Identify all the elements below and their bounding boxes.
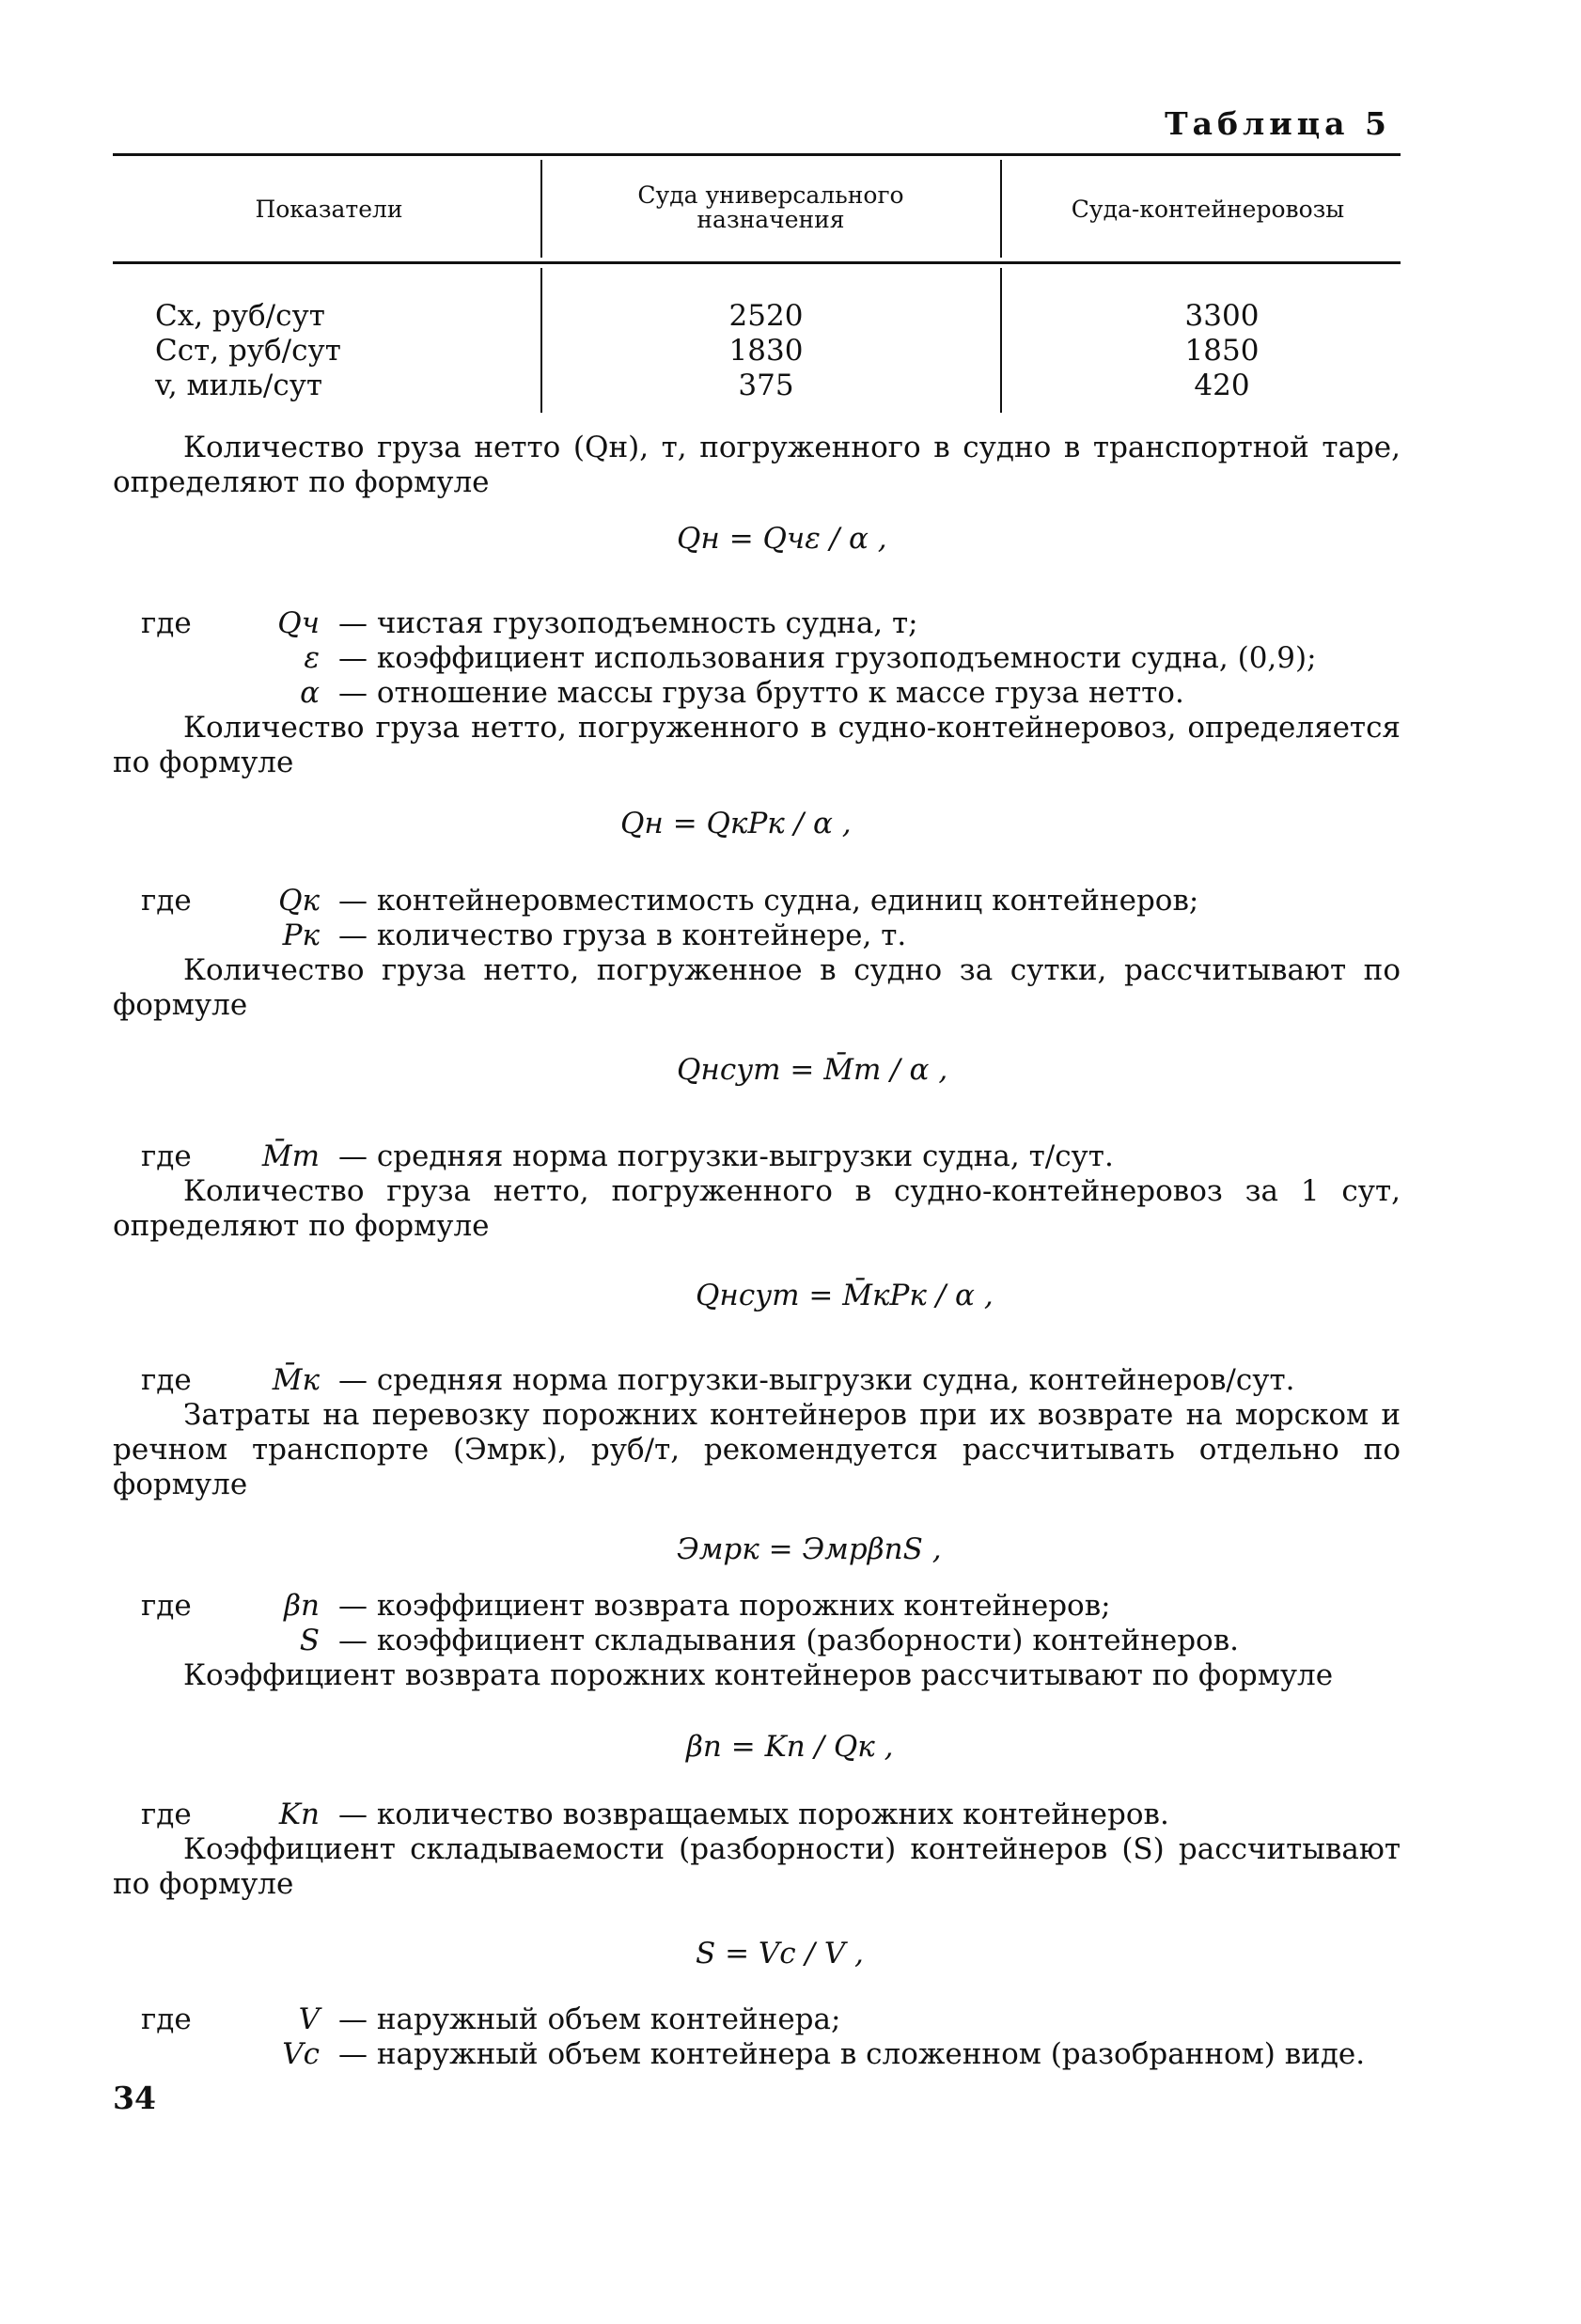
table-cell: 2520 <box>728 299 804 333</box>
where-label: где <box>141 884 192 918</box>
paragraph: Коэффициент возврата порожних контейнеров рассчитывают по формуле <box>183 1658 1334 1692</box>
where-label: где <box>141 606 192 640</box>
paragraph: Затраты на перевозку порожних контейнеров при их возврате на морском и речном транспорте (Эмрк), руб/т, рекомендуется рассчитывать отдельно по формуле <box>113 1398 1401 1501</box>
definition-text: — коэффициент возврата порожних контейнеров; <box>338 1589 1111 1623</box>
table-header-rule <box>113 261 1401 264</box>
definition-text: — контейнеровместимость судна, единиц контейнеров; <box>338 884 1199 918</box>
table-cell: 3300 <box>1184 299 1260 333</box>
definition-text: — наружный объем контейнера; <box>338 2002 841 2036</box>
definitions <box>141 2002 1401 2072</box>
table-cell: 375 <box>738 369 794 402</box>
formula: Qнсут = M̄кPк / α , <box>696 1279 994 1312</box>
definition-text: — коэффициент складывания (разборности) контейнеров. <box>338 1624 1240 1657</box>
formula: S = Vc / V , <box>696 1937 864 1971</box>
table-cell: 1850 <box>1184 334 1260 368</box>
table-col-divider <box>1000 268 1002 413</box>
definitions <box>141 1363 1401 1398</box>
definitions <box>141 884 1401 953</box>
where-label: где <box>141 1139 192 1173</box>
table-col-divider <box>1000 160 1002 258</box>
symbol: βп <box>284 1589 320 1623</box>
page-number: 34 <box>113 2080 156 2116</box>
where-label: где <box>141 1363 192 1397</box>
paragraph: Количество груза нетто, погруженного в судно-контейнеровоз за 1 сут, определяют по формуле <box>113 1174 1401 1243</box>
definition-text: — отношение массы груза брутто к массе груза нетто. <box>338 676 1184 710</box>
symbol: Vc <box>282 2037 320 2071</box>
where-label: где <box>141 1589 192 1623</box>
table-header-indicators: Показатели <box>255 196 403 223</box>
symbol: α <box>300 676 320 710</box>
definition-text: — количество возвращаемых порожних контейнеров. <box>338 1798 1169 1831</box>
formula: Эмрк = ЭмрβпS , <box>677 1532 942 1566</box>
table-row-label: Cст, руб/сут <box>155 334 341 368</box>
symbol: Pк <box>282 919 320 952</box>
table-cell: 1830 <box>728 334 804 368</box>
symbol: Qч <box>277 606 320 640</box>
definition-text: — средняя норма погрузки-выгрузки судна, т/сут. <box>338 1139 1114 1173</box>
symbol: V <box>298 2002 320 2036</box>
paragraph: Количество груза нетто, погруженного в судно-контейнеровоз, определяется по формуле <box>113 711 1401 779</box>
definitions <box>141 606 1401 711</box>
definition-text: — наружный объем контейнера в сложенном (разобранном) виде. <box>338 2037 1366 2071</box>
table-col-divider <box>540 268 542 413</box>
table-row-label: Cх, руб/сут <box>155 299 325 333</box>
table-header-universal: Суда универсального назначения <box>637 181 904 233</box>
definition-text: — коэффициент использования грузоподъемности судна, (0,9); <box>338 641 1317 675</box>
paragraph: Коэффициент складываемости (разборности) контейнеров (S) рассчитывают по формуле <box>113 1832 1401 1901</box>
definitions <box>141 1139 1401 1174</box>
definition-text: — чистая грузоподъемность судна, т; <box>338 606 918 640</box>
definitions <box>141 1798 1401 1832</box>
table-header-container: Суда-контейнеровозы <box>1071 196 1345 223</box>
definition-text: — средняя норма погрузки-выгрузки судна, контейнеров/сут. <box>338 1363 1295 1397</box>
formula: Qн = Qчε / α , <box>677 522 887 556</box>
formula: βп = Kп / Qк , <box>686 1730 894 1764</box>
table-row-label: v, миль/сут <box>155 369 323 402</box>
table-top-rule <box>113 153 1401 156</box>
definitions <box>141 1589 1401 1658</box>
table-title: Таблица 5 <box>1165 105 1391 142</box>
table-col-divider <box>540 160 542 258</box>
symbol: ε <box>304 641 320 675</box>
symbol: S <box>299 1624 320 1657</box>
where-label: где <box>141 1798 192 1831</box>
definition-text: — количество груза в контейнере, т. <box>338 919 907 952</box>
symbol: M̄т <box>261 1139 320 1173</box>
where-label: где <box>141 2002 192 2036</box>
table-cell: 420 <box>1194 369 1250 402</box>
symbol: M̄к <box>272 1363 320 1397</box>
symbol: Qк <box>278 884 320 918</box>
paragraph: Количество груза нетто, погруженное в судно за сутки, рассчитывают по формуле <box>113 953 1401 1022</box>
formula: Qнсут = M̄т / α , <box>677 1053 948 1087</box>
paragraph: Количество груза нетто (Qн), т, погруженного в судно в транспортной таре, определяют по формуле <box>113 431 1401 499</box>
formula: Qн = QкPк / α , <box>620 807 852 840</box>
symbol: Kп <box>278 1798 320 1831</box>
